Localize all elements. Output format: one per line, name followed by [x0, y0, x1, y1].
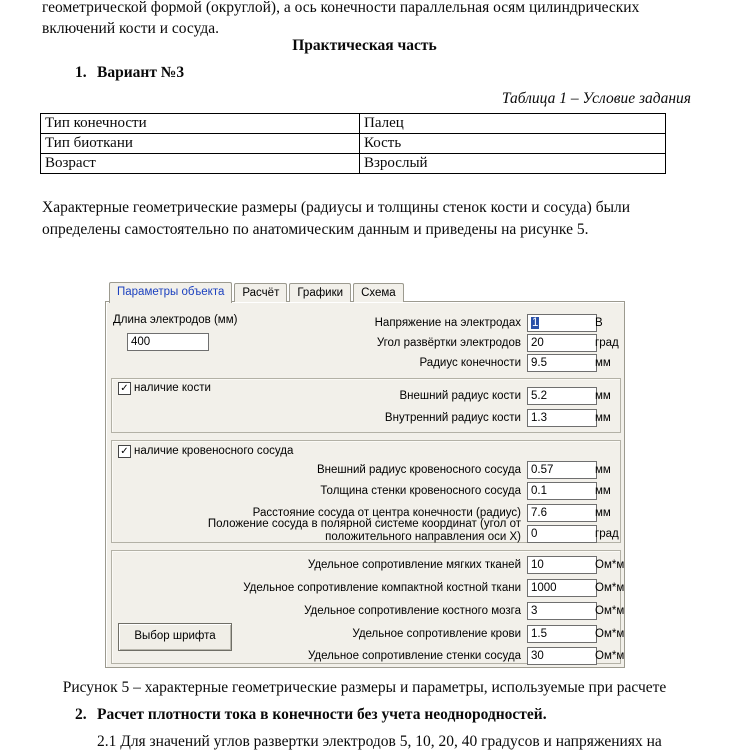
- unit-label: град: [595, 528, 619, 540]
- tab-object-params[interactable]: Параметры объекта: [109, 282, 232, 303]
- field-label: Внутренний радиус кости: [384, 412, 521, 424]
- table-cell-label: Тип биоткани: [41, 134, 360, 154]
- field-label: Удельное сопротивление костного мозга: [304, 605, 521, 617]
- list-number: 2.: [75, 706, 87, 723]
- unit-label: град: [595, 337, 619, 349]
- unit-label: мм: [595, 412, 611, 424]
- field-label: Удельное сопротивление компактной костной ткани: [243, 582, 521, 594]
- field-label: Длина электродов (мм): [113, 314, 238, 326]
- field-label: Радиус конечности: [419, 357, 521, 369]
- top-paragraph: геометрической формой (округлой), а ось конечности параллельная осям цилиндрических включений кости и сосуда.: [42, 0, 640, 37]
- vessel-wall-resistivity-input[interactable]: 30: [527, 647, 597, 665]
- bone-marrow-resistivity-input[interactable]: 3: [527, 602, 597, 620]
- blood-resistivity-input[interactable]: 1.5: [527, 625, 597, 643]
- vessel-wall-thickness-input[interactable]: 0.1: [527, 482, 597, 500]
- list-item-2-title: Расчет плотности тока в конечности без учета неоднородностей.: [97, 706, 547, 723]
- field-label: Внешний радиус кровеносного сосуда: [316, 464, 521, 476]
- table-cell-value: Палец: [360, 114, 666, 134]
- compact-bone-resistivity-input[interactable]: 1000: [527, 579, 597, 597]
- checkbox-check-icon: ✓: [120, 446, 129, 457]
- checkbox-check-icon: ✓: [120, 383, 129, 394]
- voltage-input[interactable]: [527, 314, 597, 332]
- electrode-angle-input[interactable]: 20: [527, 334, 597, 352]
- vessel-checkbox-label[interactable]: наличие кровеносного сосуда: [134, 445, 294, 457]
- list-item-2: [75, 704, 547, 725]
- field-label: Толщина стенки кровеносного сосуда: [320, 485, 521, 497]
- bone-inner-radius-input[interactable]: 1.3: [527, 409, 597, 427]
- unit-label: мм: [595, 357, 611, 369]
- tab-calc[interactable]: Расчёт: [234, 283, 287, 302]
- field-label: Расстояние сосуда от центра конечности (радиус): [252, 507, 521, 519]
- unit-label: мм: [595, 485, 611, 497]
- app-screenshot: [105, 277, 625, 668]
- section-title: Практическая часть: [292, 37, 437, 54]
- field-label: Положение сосуда в полярной системе координат (угол от положительного направления оси X): [207, 518, 521, 543]
- list-item-1-title: Вариант №3: [97, 64, 185, 81]
- table-cell-value: Кость: [360, 134, 666, 154]
- field-label: Удельное сопротивление стенки сосуда: [307, 650, 521, 662]
- vessel-outer-radius-input[interactable]: 0.57: [527, 461, 597, 479]
- table-row: [41, 114, 666, 134]
- unit-label: мм: [595, 390, 611, 402]
- table-caption: Таблица 1 – Условие задания: [501, 90, 691, 107]
- tab-graphs[interactable]: Графики: [289, 283, 351, 302]
- field-label: Удельное сопротивление мягких тканей: [307, 559, 521, 571]
- field-label: Внешний радиус кости: [399, 390, 521, 402]
- conditions-table: [40, 113, 666, 174]
- list-item-1: [75, 62, 184, 83]
- field-label: Угол развёртки электродов: [376, 337, 521, 349]
- paragraph: Характерные геометрические размеры (радиусы и толщины стенок кости и сосуда) были определены самостоятельно по анатомическим данным и приведены на рисунке 5.: [42, 199, 631, 238]
- unit-label: Ом*м: [595, 582, 625, 594]
- tab-scheme[interactable]: Схема: [353, 283, 404, 302]
- unit-label: Ом*м: [595, 559, 625, 571]
- table-row: [41, 134, 666, 154]
- font-select-button[interactable]: Выбор шрифта: [118, 623, 232, 651]
- bone-checkbox-label[interactable]: наличие кости: [134, 382, 211, 394]
- electrode-length-input[interactable]: 400: [127, 333, 209, 351]
- figure-caption: Рисунок 5 – характерные геометрические размеры и параметры, используемые при расчете: [62, 679, 667, 696]
- vessel-angle-input[interactable]: 0: [527, 525, 597, 543]
- vessel-distance-input[interactable]: 7.6: [527, 504, 597, 522]
- unit-label: мм: [595, 464, 611, 476]
- field-label: Удельное сопротивление крови: [352, 628, 521, 640]
- table-row: [41, 154, 666, 174]
- unit-label: В: [595, 317, 603, 329]
- list-number: 1.: [75, 64, 87, 81]
- cut-off-paragraph: 2.1 Для значений углов развертки электродов 5, 10, 20, 40 градусов и напряжениях на: [97, 733, 662, 750]
- vessel-checkbox[interactable]: [118, 445, 131, 458]
- bone-checkbox[interactable]: [118, 382, 131, 395]
- selected-text: 1: [532, 317, 539, 329]
- unit-label: Ом*м: [595, 605, 625, 617]
- unit-label: мм: [595, 507, 611, 519]
- table-cell-label: Возраст: [41, 154, 360, 174]
- unit-label: Ом*м: [595, 650, 625, 662]
- bone-outer-radius-input[interactable]: 5.2: [527, 387, 597, 405]
- table-cell-label: Тип конечности: [41, 114, 360, 134]
- soft-tissue-resistivity-input[interactable]: 10: [527, 556, 597, 574]
- field-label: Напряжение на электродах: [374, 317, 521, 329]
- tab-bar: [109, 279, 406, 302]
- unit-label: Ом*м: [595, 628, 625, 640]
- limb-radius-input[interactable]: 9.5: [527, 354, 597, 372]
- table-cell-value: Взрослый: [360, 154, 666, 174]
